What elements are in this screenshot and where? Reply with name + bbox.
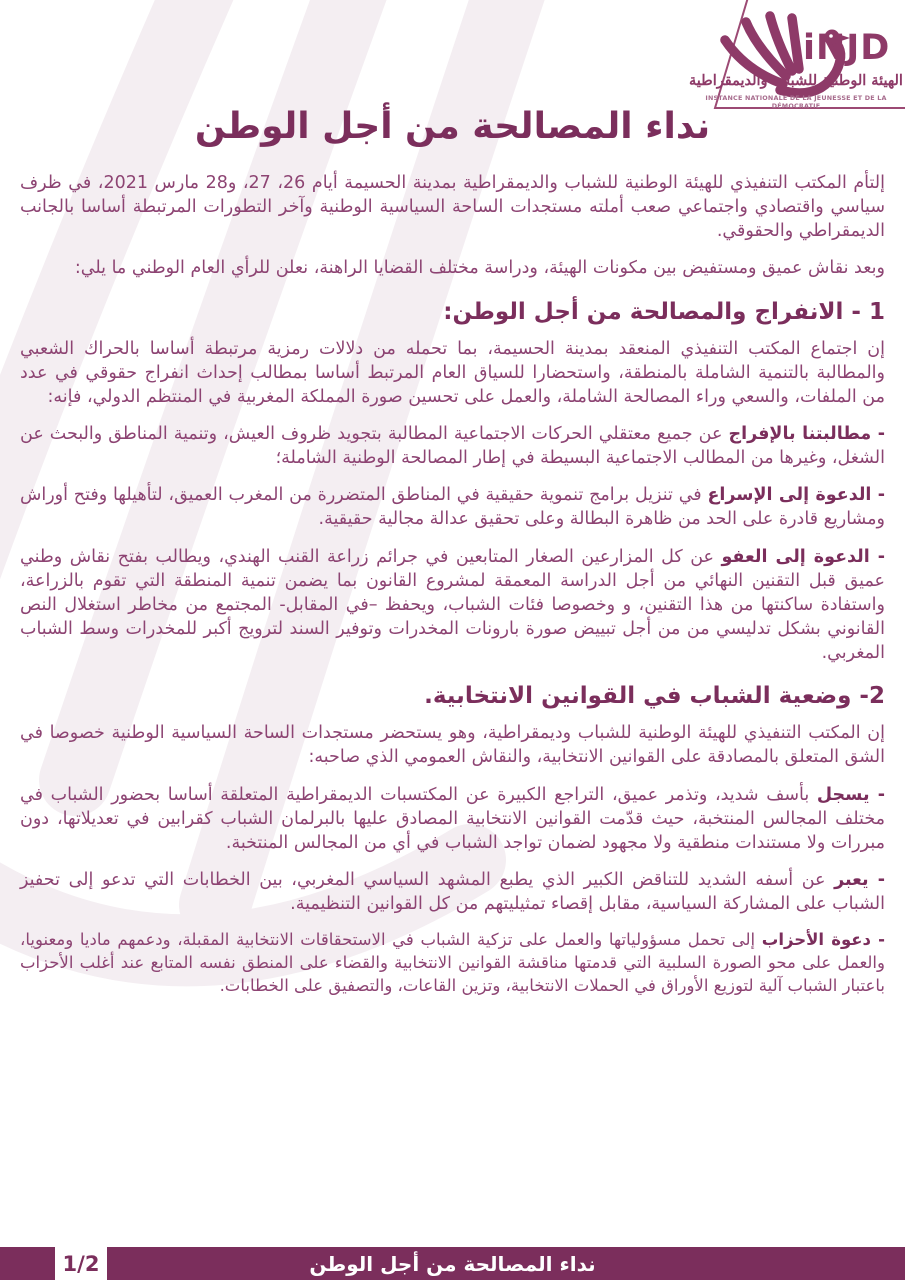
bullet-paragraph (20, 483, 885, 531)
injd-logo (687, 0, 905, 116)
section-lead: إن اجتماع المكتب التنفيذي المنعقد بمدينة الحسيمة، بما تحمله من دلالات رمزية مرتبطة أساسا بالحراك الشعبي والمطالبة بالتنمية الشاملة بالمنطقة، واستحضارا للسياق العام المرتبط أساسا بمطالب إحداث انفراج حقوقي في عدد من الملفات، والسعي وراء المصالحة الشاملة، والعمل على تحسين صورة المملكة المغربية في المنتظم الدولي، فإنه: (20, 338, 885, 407)
bullet-text: عن كل المزارعين الصغار المتابعين في جرائم زراعة القنب الهندي، ويطالب بفتح نقاش وطني عميق قبل التقنين النهائي من أجل الدراسة المعمقة لمشروع القانون بما يضمن تنمية المنطقة التي تقوم بالزراعة، واستفادة ساكنتها من هذا التقنين، و وخصوصا فئات الشباب، ويحفظ –في المقابل- المجتمع من مخاطر استغلال النص القانوني بشكل تدليسي من من أجل تبييض صورة بارونات المخدرات وتوفير السند لترويج أكبر للمخدرات وسط الشباب المغربي. (20, 546, 885, 664)
intro-paragraph: وبعد نقاش عميق ومستفيض بين مكونات الهيئة، ودراسة مختلف القضايا الراهنة، نعلن للرأي العام الوطني ما يلي: (74, 258, 885, 279)
page-number-badge: 1/2 (55, 1247, 107, 1280)
page-title: نداء المصالحة من أجل الوطن (194, 106, 711, 147)
bullet-lead: - يسجل (816, 784, 886, 805)
bullet-paragraph (20, 868, 885, 916)
bullet-lead: - مطالبتنا بالإفراج (728, 423, 885, 444)
bullet-text: في تنزيل برامج تنموية حقيقية في المناطق المتضررة من المغرب العميق، لتأهيلها وفتح أوراش ومشاريع قادرة على الحد من ظاهرة البطالة وعلى تحقيق عدالة مجالية حقيقية. (20, 485, 885, 530)
bullet-paragraph (20, 783, 885, 855)
bullet-lead: - يعبر (834, 869, 885, 890)
bullet-lead: - الدعوة إلى العفو (721, 546, 886, 567)
bullet-text: بأسف شديد، وتذمر عميق، التراجع الكبيرة عن المكتسبات الديمقراطية المتعلقة أساسا بحضور الشباب في مختلف المجالس المنتخبة، حيث قدّمت القوانين الانتخابية المصادق عليها بالبرلمان الشباب كقرابين في تعديلاتها، دون مبررات ولا مستندات منطقية ولا مجهود لضمان تواجد الشباب في أي من المجالس المنتخبة. (20, 784, 885, 853)
logo-name-arabic: الهيئة الوطنية للشباب والديمقراطية (689, 72, 903, 89)
footer-bar (0, 1247, 905, 1280)
logo-name-french: INSTANCE NATIONALE DE LA JEUNESSE ET DE LA DÉMOCRATIE (705, 94, 887, 110)
section-heading: 1 - الانفراج والمصالحة من أجل الوطن: (443, 298, 885, 325)
section-lead: إن المكتب التنفيذي للهيئة الوطنية للشباب وديمقراطية، وهو يستحضر مستجدات الساحة السياسية الوطنية خصوصا في الشق المتعلق بالمصادقة على القوانين الانتخابية، والنقاش العمومي الذي صاحبه: (20, 723, 885, 768)
section-heading: 2- وضعية الشباب في القوانين الانتخابية. (424, 683, 885, 710)
bullet-text: عن جميع معتقلي الحركات الاجتماعية المطالبة بتجويد ظروف العيش، وتنمية المناطق والبحث عن الشغل، وغيرها من المطالب الاجتماعية البسيطة في إطار المصالحة الوطنية الشاملة؛ (20, 423, 885, 469)
bullet-lead: - الدعوة إلى الإسراع (707, 485, 885, 506)
bullet-lead: - دعوة الأحزاب (761, 930, 886, 950)
bullet-paragraph (20, 422, 885, 470)
logo-acronym: iNJD (803, 28, 891, 68)
bullet-paragraph (20, 929, 885, 997)
intro-paragraph: إلتأم المكتب التنفيذي للهيئة الوطنية للشباب والديمقراطية بمدينة الحسيمة أيام 26، 27، و28 مارس 2021، في ظرف سياسي واقتصادي واجتماعي صعب أملته مستجدات الساحة السياسية الوطنية وآخر التطورات المرتبطة أساسا بالجانب الديمقراطي والحقوقي. (20, 173, 885, 242)
bullet-text: عن أسفه الشديد للتناقض الكبير الذي يطبع المشهد السياسي المغربي، بين الخطابات التي تدعو إلى تحفيز الشباب على المشاركة السياسية، مقابل إقصاء تمثيليتهم من كل القوانين التنظيمية. (20, 869, 885, 915)
bullet-paragraph (20, 545, 885, 666)
footer-title: نداء المصالحة من أجل الوطن (309, 1251, 596, 1276)
bullet-text: إلى تحمل مسؤولياتها والعمل على تزكية الشباب في الاستحقاقات الانتخابية المقبلة، ودعمهم ماديا ومعنويا، والعمل على محو الصورة السلبية التي قدمتها مناقشة القوانين الانتخابية والقضاء على المنطق نفسه المتابع عند أغلب الأحزاب باعتبار الشباب آلية لتوزيع الأوراق في الحملات الانتخابية، وتزين القاعات، والتصفيق على الخطابات. (20, 930, 885, 995)
